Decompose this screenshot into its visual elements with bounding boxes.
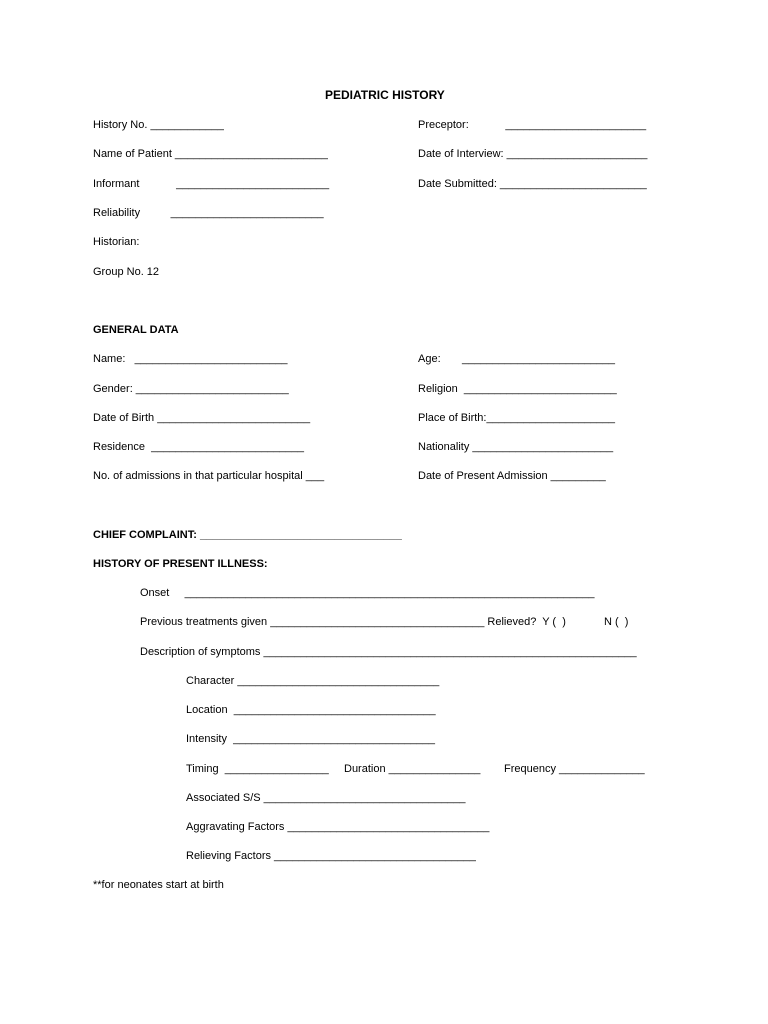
form-title: PEDIATRIC HISTORY — [325, 88, 445, 102]
historian-field: Historian: — [93, 236, 140, 248]
gd-name-field: Name: _________________________ — [93, 353, 288, 365]
informant-field: Informant _________________________ — [93, 178, 330, 190]
onset-field: Onset ___________________________________________________________________ — [140, 587, 595, 599]
general-data-heading: GENERAL DATA — [93, 324, 179, 336]
date-of-interview-field: Date of Interview: _______________________ — [418, 148, 648, 160]
duration-field: Duration _______________ — [344, 763, 481, 775]
reliability-field: Reliability _________________________ — [93, 207, 324, 219]
chief-complaint-field: CHIEF COMPLAINT: _________________________________ — [93, 529, 402, 541]
location-field: Location _________________________________ — [186, 704, 436, 716]
gd-age-field: Age: _________________________ — [418, 353, 615, 365]
patient-name-field: Name of Patient _________________________ — [93, 148, 328, 160]
character-field: Character _________________________________ — [186, 675, 440, 687]
intensity-field: Intensity _________________________________ — [186, 733, 435, 745]
history-no-field: History No. ____________ — [93, 119, 224, 131]
relieving-factors-field: Relieving Factors _________________________________ — [186, 850, 476, 862]
date-submitted-field: Date Submitted: ________________________ — [418, 178, 647, 190]
previous-treatments-field: Previous treatments given ___________________________________ Relieved? Y ( ) — [140, 616, 566, 628]
gd-nationality-field: Nationality _______________________ — [418, 441, 614, 453]
gd-gender-field: Gender: _________________________ — [93, 383, 289, 395]
gd-admissions-field: No. of admissions in that particular hospital ___ — [93, 470, 325, 482]
gd-residence-field: Residence _________________________ — [93, 441, 305, 453]
description-of-symptoms-field: Description of symptoms _____________________________________________________________ — [140, 646, 637, 658]
frequency-field: Frequency ______________ — [504, 763, 645, 775]
gd-religion-field: Religion _________________________ — [418, 383, 617, 395]
relieved-no-option: N ( ) — [604, 616, 629, 628]
associated-ss-field: Associated S/S _________________________________ — [186, 792, 466, 804]
footnote: **for neonates start at birth — [93, 879, 224, 891]
preceptor-field: Preceptor: _______________________ — [418, 119, 647, 131]
group-no-field: Group No. 12 — [93, 266, 160, 278]
hpi-heading: HISTORY OF PRESENT ILLNESS: — [93, 558, 268, 570]
gd-date-of-present-admission-field: Date of Present Admission _________ — [418, 470, 606, 482]
gd-date-of-birth-field: Date of Birth _________________________ — [93, 412, 311, 424]
aggravating-factors-field: Aggravating Factors _________________________________ — [186, 821, 490, 833]
timing-field: Timing _________________ — [186, 763, 329, 775]
gd-place-of-birth-field: Place of Birth:_____________________ — [418, 412, 615, 424]
